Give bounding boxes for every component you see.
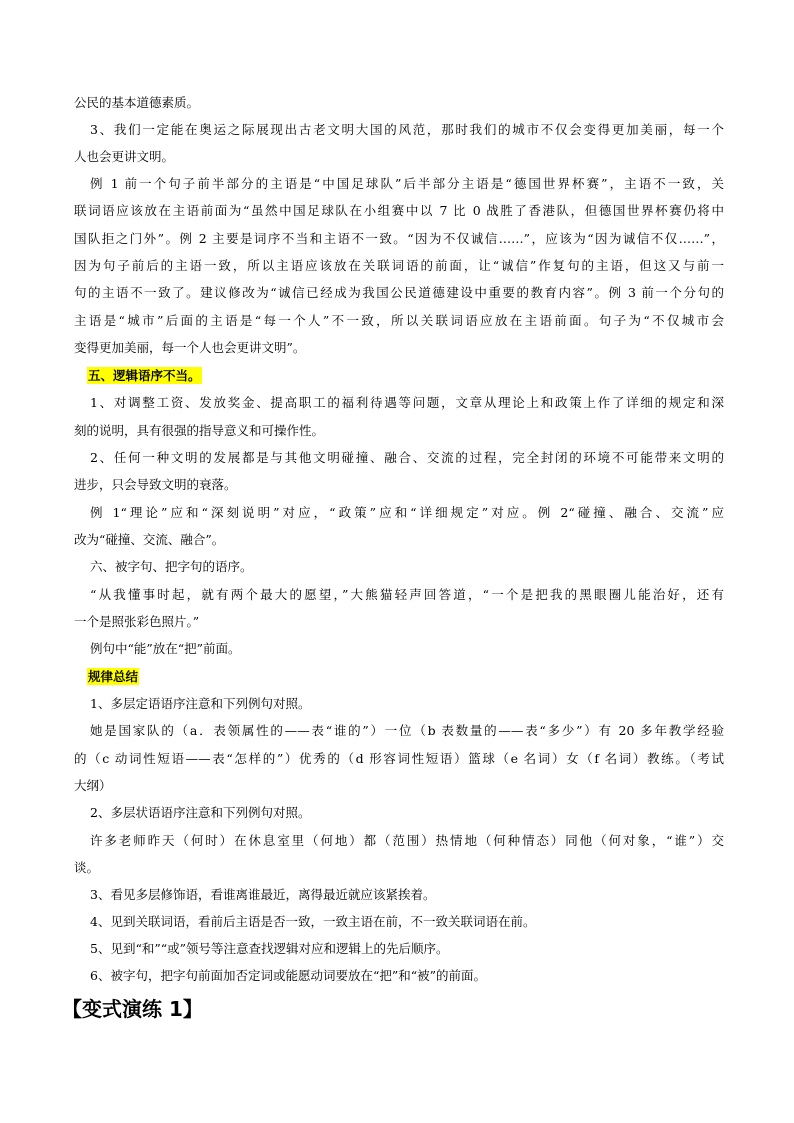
text-line: 的（c 动词性短语——表“怎样的”）优秀的（d 形容词性短语）篮球（e 名词）女（f 名词）教练。（考试: [74, 751, 724, 766]
text-line: 因为句子前后的主语一致，所以主语应该放在关联词语的前面，让“诚信”作复句的主语，但这又与前一: [74, 258, 724, 273]
text-line: 1、多层定语语序注意和下列例句对照。: [90, 696, 311, 711]
text-line: 许多老师昨天（何时）在休息室里（何地）都（范围）热情地（何种情态）同他（何对象，“谁”）交: [90, 833, 724, 848]
text-line: 进步，只会导致文明的衰落。: [74, 477, 237, 492]
text-line: 一个是照张彩色照片。”: [74, 614, 200, 629]
text-line: 人也会更讲文明。: [74, 149, 175, 164]
highlighted-heading: 规律总结: [88, 669, 139, 684]
text-line: 联词语应该放在主语前面为“虽然中国足球队在小组赛中以 7 比 0 战胜了香港队，但德国世界杯赛仍将中: [74, 203, 724, 218]
highlighted-heading: 五、逻辑语序不当。: [88, 368, 201, 383]
text-line: 公民的基本道德素质。: [74, 95, 200, 110]
text-line: 刻的说明，具有很强的指导意义和可操作性。: [74, 423, 325, 438]
text-line: 改为“碰撞、交流、融合”。: [74, 532, 225, 547]
text-line: 3、我们一定能在奥运之际展现出古老文明大国的风范，那时我们的城市不仅会变得更加美丽，每一个: [90, 122, 724, 137]
text-line: 例 1 前一个句子前半部分的主语是“中国足球队”后半部分主语是“德国世界杯赛”，主语不一致，关: [90, 176, 724, 191]
text-line: 谈。: [74, 860, 100, 875]
text-line: 6、被字句，把字句前面加否定词或能愿动词要放在“把”和“被”的前面。: [90, 968, 487, 983]
text-line: 4、见到关联词语，看前后主语是否一致，一致主语在前，不一致关联词语在前。: [90, 914, 536, 929]
text-line: 1、对调整工资、发放奖金、提高职工的福利待遇等问题，文章从理论上和政策上作了详细的规定和深: [90, 395, 724, 410]
text-line: 她是国家队的（a．表领属性的——表“谁的”）一位（b 表数量的——表“多少”）有 20 多年教学经验: [90, 723, 724, 738]
text-line: 3、看见多层修饰语，看谁离谁最近，离得最近就应该紧挨着。: [90, 887, 436, 902]
section-heading-sentence-order: 六、被字句、把字句的语序。: [90, 559, 253, 574]
text-line: 2、多层状语语序注意和下列例句对照。: [90, 805, 311, 820]
text-line: 例句中“能”放在“把”前面。: [90, 641, 241, 656]
exercise-heading: 【变式演练 1】: [62, 997, 203, 1021]
text-line: 例 1“理论”应和“深刻说明”对应，“政策”应和“详细规定”对应。例 2“碰撞、融合、交流”应: [90, 505, 724, 520]
text-line: 变得更加美丽，每一个人也会更讲文明”。: [74, 340, 306, 355]
text-line: 句的主语不一致了。建议修改为“诚信已经成为我国公民道德建设中重要的教育内容”。例 3 前一个分句的: [74, 285, 724, 300]
text-line: “从我懂事时起，就有两个最大的愿望，”大熊猫轻声回答道，“一个是把我的黑眼圈儿能治好，还有: [90, 587, 724, 602]
text-line: 大纲）: [74, 778, 112, 793]
text-line: 2、任何一种文明的发展都是与其他文明碰撞、融合、交流的过程，完全封闭的环境不可能带来文明的: [90, 450, 724, 465]
section-heading-logic-order: [87, 363, 724, 389]
text-line: 主语是“城市”后面的主语是“每一个人”不一致，所以关联词语应放在主语前面。句子为“不仅城市会: [74, 313, 724, 328]
section-heading-rules-summary: [87, 664, 724, 690]
text-line: 5、见到“和”“或”领号等注意查找逻辑对应和逻辑上的先后顺序。: [90, 941, 449, 956]
text-line: 国队拒之门外”。例 2 主要是词序不当和主语不一致。“因为不仅诚信……”，应该为“因为诚信不仅……”，: [74, 231, 724, 246]
